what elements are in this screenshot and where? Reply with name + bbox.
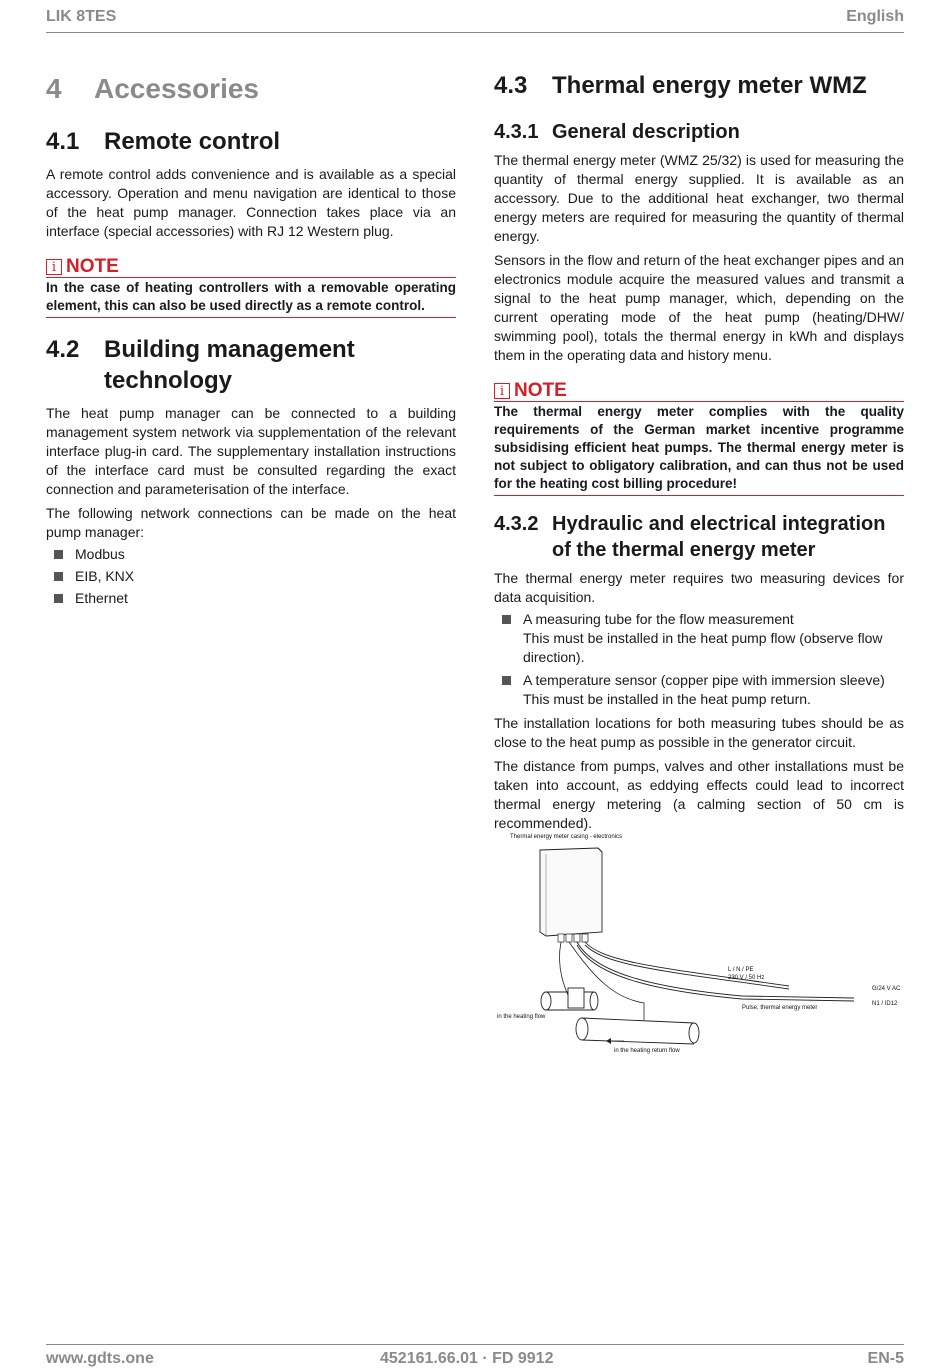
page-header: [46, 6, 904, 33]
list-item: [46, 567, 456, 586]
flow-direction-arrowhead: [606, 1038, 611, 1044]
list-item-subtext: This must be installed in the heat pump flow (observe flow direction).: [523, 630, 883, 665]
integration-intro: The thermal energy meter requires two measuring devices for data acquisition.: [494, 570, 904, 605]
general-description-text-1: The thermal energy meter (WMZ 25/32) is used for measuring the quantity of thermal energy supplied. It is available as an accessory. Due to the additional heat exchanger, two thermal energy meters are required for measuring the quantity of thermal energy.: [494, 152, 904, 244]
label-casing: Thermal energy meter casing - electronics: [510, 834, 623, 840]
note-label: NOTE: [66, 256, 119, 277]
list-item: [494, 610, 904, 667]
label-flow: in the heating flow: [497, 1014, 546, 1020]
list-item-text: EIB, KNX: [75, 568, 135, 584]
flow-tube-end: [590, 992, 598, 1010]
list-item-text: Ethernet: [75, 590, 128, 606]
cable-gland: [582, 934, 588, 942]
return-tube-end: [689, 1023, 699, 1043]
cable-gland: [574, 934, 580, 942]
installation-location-text: The installation locations for both measuring tubes should be as close to the heat pump as possible in the generator circuit.: [494, 715, 904, 750]
calming-section-text: The distance from pumps, valves and other installations must be taken into account, as eddying effects could lead to incorrect thermal energy metering (a calming section of 50 cm is recommended).: [494, 758, 904, 831]
header-language: English: [846, 8, 904, 25]
network-connections-intro: The following network connections can be made on the heat pump manager:: [46, 505, 456, 540]
bullet-icon: [54, 572, 63, 581]
section-title: Remote control: [104, 128, 281, 155]
note-box: [494, 381, 904, 496]
section-title: General description: [552, 121, 740, 143]
note-header: [494, 381, 904, 402]
section-4-1-heading: [46, 126, 456, 157]
footer-website: www.gdts.one: [46, 1350, 154, 1367]
bullet-icon: [502, 615, 511, 624]
label-g24: G/24 V AC: [872, 986, 901, 992]
section-4-heading: [46, 70, 456, 108]
cable-gland: [566, 934, 572, 942]
label-return: in the heating return flow: [614, 1048, 680, 1054]
section-title: Thermal energy meter WMZ: [552, 72, 867, 99]
section-number: 4: [46, 73, 62, 104]
info-icon: i: [46, 259, 62, 275]
flow-tube-end: [541, 992, 551, 1010]
flow-meter-body: [568, 988, 584, 1008]
list-item-subtext: This must be installed in the heat pump return.: [523, 691, 811, 707]
section-4-3-1-heading: [494, 119, 904, 145]
section-number: 4.3.2: [494, 513, 539, 535]
label-voltage: 230 V / 50 Hz: [728, 975, 765, 981]
section-4-2-heading: [46, 334, 456, 396]
section-number: 4.3.1: [494, 121, 539, 143]
building-management-text: The heat pump manager can be connected to a building management system network via supplementation of the relevant interface plug-in card. The supplementary installation instructions of the interface card must be consulted regarding the exact connection and parameterisation of the interface.: [46, 405, 456, 497]
list-item-text: A temperature sensor (copper pipe with immersion sleeve): [523, 672, 885, 688]
bullet-icon: [54, 594, 63, 603]
thermal-energy-meter-diagram: [494, 828, 906, 1056]
casing-box: [540, 848, 602, 936]
page-footer: [46, 1344, 904, 1371]
list-item: [494, 671, 904, 709]
section-title: Hydraulic and electrical integration of the thermal energy meter: [552, 513, 886, 561]
label-pulse: Pulse, thermal energy meter: [742, 1005, 818, 1011]
note-text: The thermal energy meter complies with the quality requirements of the German market incentive programme subsidising efficient heat pumps. The thermal energy meter is not subject to obligatory calibration, and can thus not be used for the heating cost billing procedure!: [494, 402, 904, 496]
network-list: [46, 545, 456, 608]
list-item-text: A measuring tube for the flow measurement: [523, 611, 794, 627]
list-item: [46, 589, 456, 608]
cable-gland: [558, 934, 564, 942]
return-tube-end: [576, 1018, 588, 1040]
note-text: In the case of heating controllers with a removable operating element, this can also be used directly as a remote control.: [46, 278, 456, 318]
general-description-text-2: Sensors in the flow and return of the heat exchanger pipes and an electronics module acquire the measured values and transmit a signal to the heat pump manager, which, depending on the current operating mode of the heat pump (heating/DHW/ swimming pool), totals the thermal energy in kWh and displays them in the operating data and history menu.: [494, 252, 904, 363]
bullet-icon: [502, 676, 511, 685]
section-number: 4.3: [494, 72, 528, 99]
header-model: LIK 8TES: [46, 8, 117, 25]
remote-control-text: A remote control adds convenience and is available as a special accessory. Operation and menu navigation are identical to those of the heat pump manager. Connection takes place via an interface (special accessories) with RJ 12 Western plug.: [46, 166, 456, 239]
label-lnpe: L / N / PE: [728, 967, 754, 973]
footer-document-number: 452161.66.01 · FD 9912: [380, 1350, 554, 1367]
section-title: Accessories: [94, 73, 260, 104]
list-item-text: Modbus: [75, 546, 125, 562]
info-icon: i: [494, 383, 510, 399]
right-column: [494, 66, 904, 833]
return-tube: [582, 1018, 694, 1044]
list-item: [46, 545, 456, 564]
note-box: [46, 257, 456, 318]
section-number: 4.2: [46, 336, 80, 363]
measuring-devices-list: [494, 610, 904, 709]
footer-page-number: EN-5: [867, 1350, 904, 1367]
section-title: Building management technology: [104, 336, 355, 394]
left-column: [46, 66, 456, 608]
bullet-icon: [54, 550, 63, 559]
section-4-3-2-heading: [494, 511, 904, 563]
section-4-3-heading: [494, 70, 904, 101]
section-number: 4.1: [46, 128, 80, 155]
note-header: [46, 257, 456, 278]
note-label: NOTE: [514, 380, 567, 401]
label-n1: N1 / ID12: [872, 1001, 898, 1007]
power-cable: [585, 945, 789, 989]
control-cable: [577, 942, 854, 998]
